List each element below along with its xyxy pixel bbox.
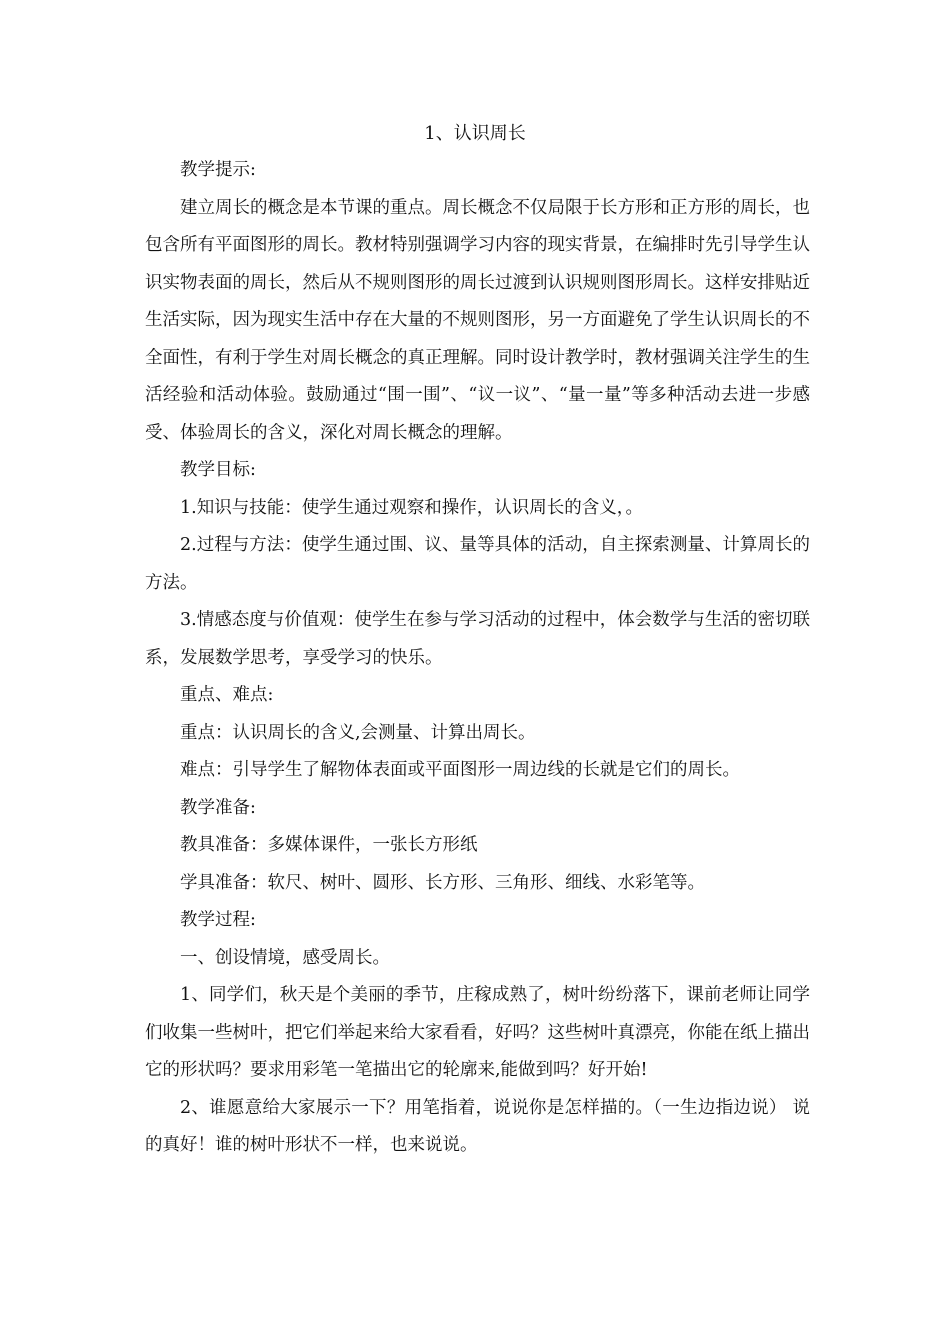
paragraph-difficult-point: 难点：引导学生了解物体表面或平面图形一周边线的长就是它们的周长。: [180, 760, 740, 780]
paragraph-teaching-tips-heading: 教学提示:: [180, 160, 256, 180]
paragraph-step-1: 1、同学们，秋天是个美丽的季节，庄稼成熟了，树叶纷纷落下，课前老师让同学们收集一些树叶，把它们举起来给大家看看，好吗？这些树叶真漂亮，你能在纸上描出它的形状吗？要求用彩笔一笔描出它的轮廓来,能做到吗？好开始!: [145, 985, 810, 1080]
paragraph-key-points-heading: 重点、难点:: [180, 685, 274, 705]
paragraph-objectives-heading: 教学目标:: [180, 460, 256, 480]
document-body: [145, 152, 810, 1165]
paragraph-teacher-materials: 教具准备：多媒体课件，一张长方形纸: [180, 835, 478, 855]
paragraph-section-1-heading: 一、创设情境，感受周长。: [180, 947, 390, 968]
paragraph-process-heading: 教学过程:: [180, 910, 256, 930]
paragraph-teaching-tips: 建立周长的概念是本节课的重点。周长概念不仅局限于长方形和正方形的周长，也包含所有平面图形的周长。教材特别强调学习内容的现实背景，在编排时先引导学生认识实物表面的周长，然后从不规则图形的周长过渡到认识规则图形周长。这样安排贴近生活实际，因为现实生活中存在大量的不规则图形，另一方面避免了学生认识周长的不全面性，有利于学生对周长概念的真正理解。同时设计教学时，教材强调关注学生的生活经验和活动体验。鼓励通过“围一围”、“议一议”、“量一量”等多种活动去进一步感受、体验周长的含义，深化对周长概念的理解。: [145, 197, 810, 443]
paragraph-step-2: 2、谁愿意给大家展示一下？用笔指着，说说你是怎样描的。（一生边指边说） 说的真好！谁的树叶形状不一样，也来说说。: [145, 1097, 810, 1155]
paragraph-objective-3: 3.情感态度与价值观：使学生在参与学习活动的过程中，体会数学与生活的密切联系，发展数学思考，享受学习的快乐。: [145, 610, 810, 668]
paragraph-objective-1: 1.知识与技能：使学生通过观察和操作，认识周长的含义，。: [180, 497, 643, 518]
paragraph-preparation-heading: 教学准备:: [180, 797, 256, 818]
document-title: 1、认识周长: [424, 123, 526, 144]
paragraph-objective-2: 2.过程与方法：使学生通过围、议、量等具体的活动，自主探索测量、计算周长的方法。: [145, 535, 810, 593]
paragraph-student-materials: 学具准备：软尺、树叶、圆形、长方形、三角形、细线、水彩笔等。: [180, 872, 705, 893]
paragraph-key-point: 重点：认识周长的含义,会测量、计算出周长。: [180, 722, 536, 743]
